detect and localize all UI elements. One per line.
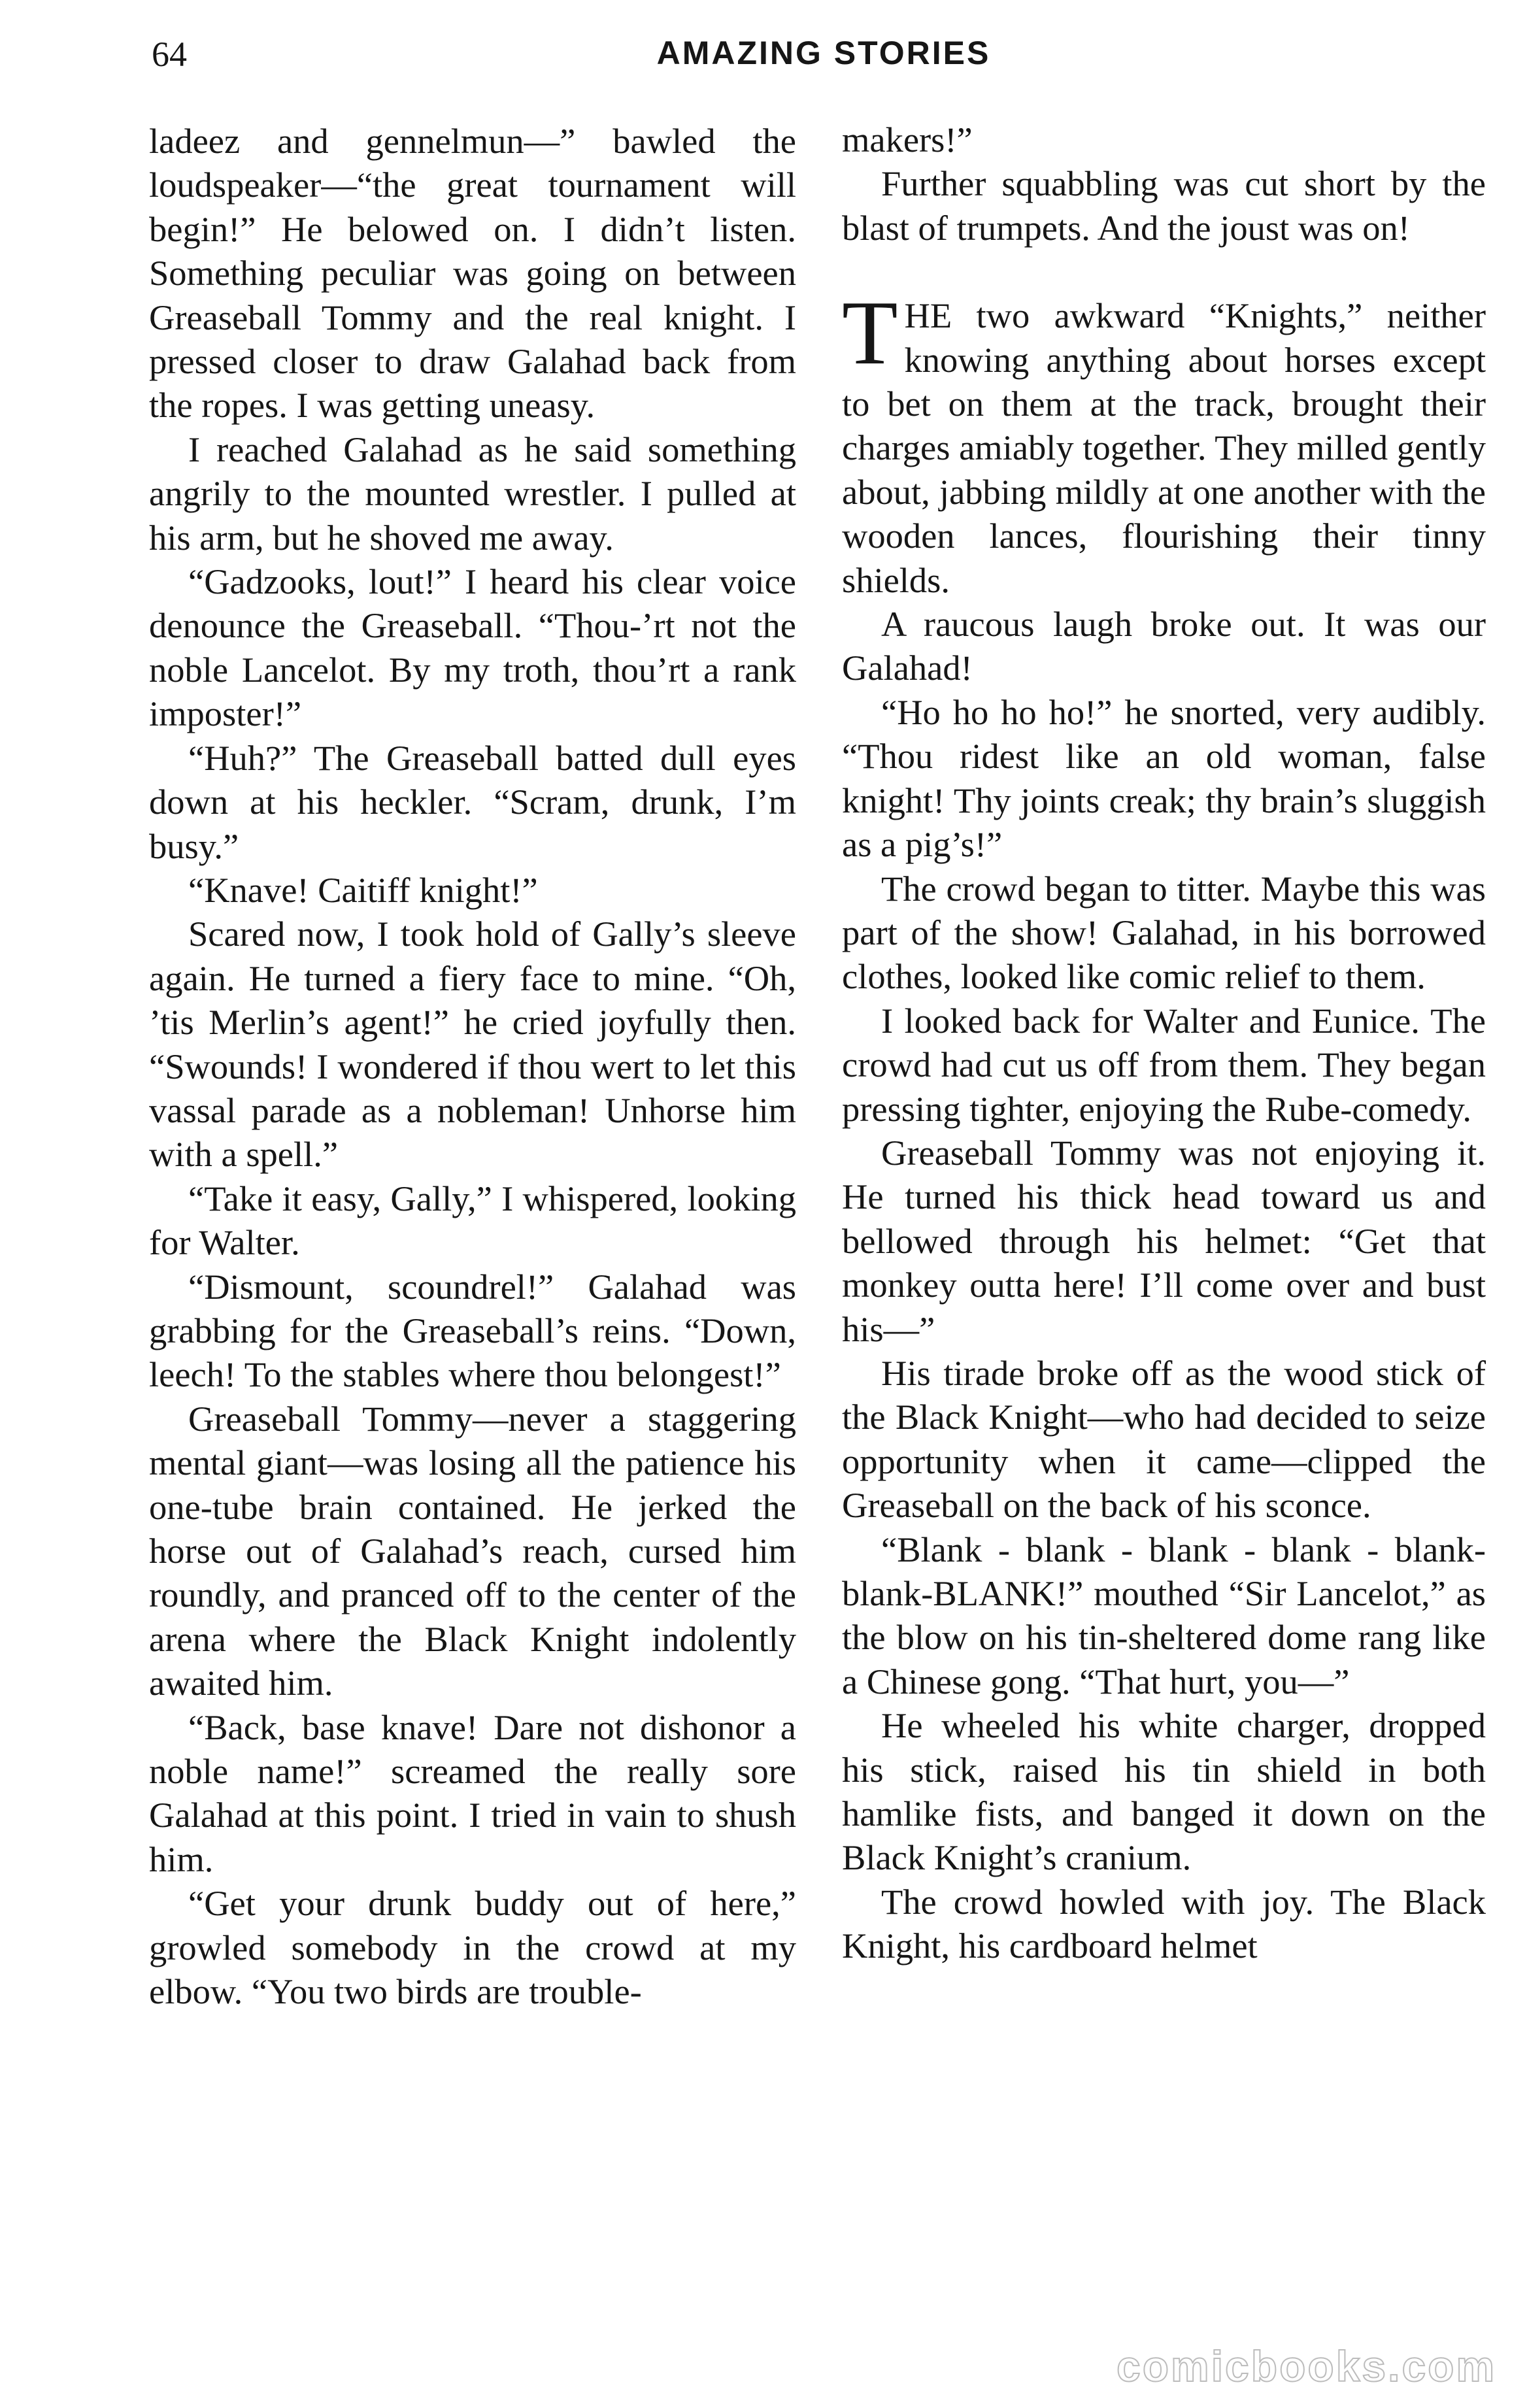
section-opening-paragraph	[842, 282, 1486, 602]
paragraph: “Blank - blank - blank - blank - blank-blank-BLANK!” mouthed “Sir Lancelot,” as the blow on his tin-sheltered dome rang like a Chinese gong. “That hurt, you—”	[842, 1529, 1486, 1701]
paragraph: “Take it easy, Gally,” I whispered, looking for Walter.	[149, 1178, 796, 1263]
page-number: 64	[152, 35, 187, 74]
drop-cap: T	[842, 282, 898, 384]
left-text-column	[149, 119, 796, 2013]
paragraph: The crowd howled with joy. The Black Knight, his cardboard helmet	[842, 1881, 1486, 1966]
paragraph: “Huh?” The Greaseball batted dull eyes down at his heckler. “Scram, drunk, I’m busy.”	[149, 737, 796, 866]
paragraph: “Back, base knave! Dare not dishonor a noble name!” screamed the really sore Galahad at this point. I tried in vain to shush him.	[149, 1707, 796, 1879]
paragraph: Scared now, I took hold of Gally’s sleeve again. He turned a fiery face to mine. “Oh, ’tis Merlin’s agent!” he cried joyfully then. “Swounds! I wondered if thou wert to let this vassal parade as a nobleman! Unhorse him with a spell.”	[149, 914, 796, 1175]
paragraph: “Gadzooks, lout!” I heard his clear voice denounce the Greaseball. “Thou-’rt not the noble Lancelot. By my troth, thou’rt a rank imposter!”	[149, 561, 796, 734]
paragraph: His tirade broke off as the wood stick of the Black Knight—who had decided to seize opportunity when it came—clipped the Greaseball on the back of his sconce.	[842, 1352, 1486, 1526]
paragraph: Further squabbling was cut short by the blast of trumpets. And the joust was on!	[842, 163, 1486, 248]
running-title: AMAZING STORIES	[656, 35, 991, 71]
paragraph: Greaseball Tommy was not enjoying it. He turned his thick head toward us and bellowed through his helmet: “Get that monkey outta here! I’ll come over and bust his—”	[842, 1132, 1486, 1349]
right-text-column	[842, 118, 1486, 1968]
paragraph: I looked back for Walter and Eunice. The crowd had cut us off from them. They began pressing tighter, enjoying the Rube-comedy.	[842, 1000, 1486, 1129]
paragraph: “Dismount, scoundrel!” Galahad was grabbing for the Greaseball’s reins. “Down, leech! To the stables where thou belongest!”	[149, 1266, 796, 1395]
watermark: comicbooks.com	[1116, 2342, 1497, 2390]
paragraph: “Get your drunk buddy out of here,” growled somebody in the crowd at my elbow. “You two birds are trouble-	[149, 1883, 796, 2012]
paragraph: Greaseball Tommy—never a staggering mental giant—was losing all the patience his one-tube brain contained. He jerked the horse out of Galahad’s reach, cursed him roundly, and pranced off to the center of the arena where the Black Knight indolently awaited him.	[149, 1398, 796, 1703]
paragraph: He wheeled his white charger, dropped his stick, raised his tin shield in both hamlike fists, and banged it down on the Black Knight’s cranium.	[842, 1705, 1486, 1878]
paragraph: “Ho ho ho ho!” he snorted, very audibly. “Thou ridest like an old woman, false knight! Thy joints creak; thy brain’s sluggish as a pig’s!”	[842, 692, 1486, 865]
paragraph-continuation: makers!”	[842, 120, 973, 159]
paragraph: ladeez and gennelmun—” bawled the loudspeaker—“the great tournament will begin!” He belowed on. I didn’t listen. Something peculiar was going on between Greaseball Tommy and the real knight. I pressed closer to draw Galahad back from the ropes. I was getting uneasy.	[149, 121, 796, 426]
paragraph: The crowd began to titter. Maybe this was part of the show! Galahad, in his borrowed clothes, looked like comic relief to them.	[842, 868, 1486, 997]
section-opening-text: HE two awkward “Knights,” neither knowing anything about horses except to bet on them at the track, brought their charges amiably together. They milled gently about, jabbing mildly at one another with the wooden lances, flourishing their tinny shields.	[842, 295, 1486, 600]
paragraph: I reached Galahad as he said something angrily to the mounted wrestler. I pulled at his arm, but he shoved me away.	[149, 429, 796, 558]
paragraph: “Knave! Caitiff knight!”	[188, 869, 538, 910]
paragraph: A raucous laugh broke out. It was our Galahad!	[842, 604, 1486, 688]
